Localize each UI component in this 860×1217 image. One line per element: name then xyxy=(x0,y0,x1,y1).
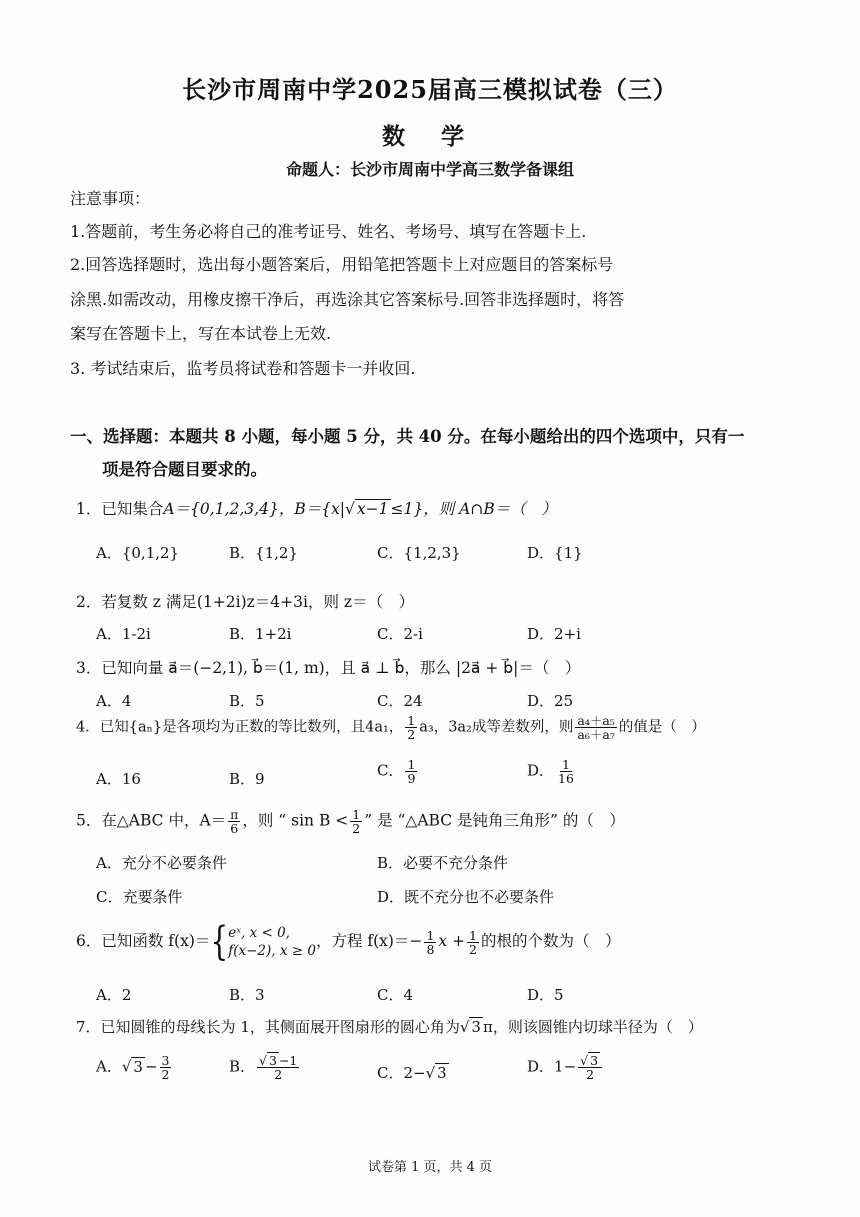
q4-option-c xyxy=(377,758,419,785)
q7-optd-num-sqrt: 3 xyxy=(590,1053,599,1068)
page-footer: 试卷第 1 页，共 4 页 xyxy=(367,1160,493,1175)
sqrt-sign: √ xyxy=(345,500,355,518)
exam-author: 命题人：长沙市周南中学高三数学备课组 xyxy=(285,160,574,179)
q6-mid: ，方程 f(x)＝− xyxy=(315,932,423,951)
q5-pi-den: 6 xyxy=(230,821,239,837)
q7-opta-sqrt: 3 xyxy=(133,1057,143,1076)
exam-subject: 数 学 xyxy=(381,123,478,150)
q1-prefix: 1．已知集合 xyxy=(76,500,164,518)
q4-option-d xyxy=(527,758,578,785)
q3-option-b: B．5 xyxy=(229,692,265,710)
q7-optc-sqrt: 3 xyxy=(437,1064,447,1082)
q5-option-d: D．既不充分也不必要条件 xyxy=(377,888,555,906)
note-item: 1.答题前，考生务必将自己的准考证号、姓名、考场号、填写在答题卡上. xyxy=(70,222,587,241)
q1-option-d: D．{1} xyxy=(527,544,583,562)
question-1 xyxy=(76,497,557,519)
q4-half-den: 2 xyxy=(407,727,416,743)
q5-half-den: 2 xyxy=(352,821,361,837)
q4-optd-den: 16 xyxy=(558,771,574,787)
note-item: 3. 考试结束后，监考员将试卷和答题卡一并收回. xyxy=(70,359,416,378)
q2-option-b: B．1+2i xyxy=(229,625,292,643)
q6-b-num: 1 xyxy=(469,927,477,943)
q7-opta-mid: − xyxy=(144,1057,158,1076)
q6-option-a: A．2 xyxy=(96,986,132,1004)
q4-optc-fraction xyxy=(405,758,417,785)
q6-a-num: 1 xyxy=(426,927,435,943)
q6-pre: 6．已知函数 f(x)＝ xyxy=(76,932,211,951)
q5-half-fraction xyxy=(350,808,362,835)
q4-post: 的值是（ ） xyxy=(618,719,706,736)
q2-option-a: A．1-2i xyxy=(96,625,151,643)
q6-a-den: 8 xyxy=(426,941,435,957)
q5-pi-fraction xyxy=(228,808,240,835)
q4-pre: 4．已知{aₙ}是各项均为正数的等比数列，且4a₁， xyxy=(76,719,404,736)
q5-option-b: B．必要不充分条件 xyxy=(377,854,509,872)
q4-half-num: 1 xyxy=(407,713,416,728)
question-5 xyxy=(76,808,625,835)
q7-post: π，则该圆锥内切球半径为（ ） xyxy=(482,1018,703,1036)
q6-piecewise xyxy=(228,924,316,960)
q2-option-c: C．2-i xyxy=(377,625,423,643)
q7-option-b xyxy=(229,1054,301,1081)
left-brace-icon: { xyxy=(210,918,229,965)
notes-heading: 注意事项： xyxy=(70,189,151,208)
q5-option-c: C．充要条件 xyxy=(96,888,183,906)
q6-mid2: x + xyxy=(438,932,466,951)
q6-b-fraction xyxy=(467,929,479,956)
sqrt-sign: √ xyxy=(121,1057,132,1076)
q2-option-d: D．2+i xyxy=(527,625,581,643)
q6-option-b: B．3 xyxy=(229,986,265,1004)
q4-optc-num: 1 xyxy=(407,757,416,772)
q4-optd-num: 1 xyxy=(562,757,570,772)
question-6 xyxy=(76,918,621,965)
question-7 xyxy=(76,1016,703,1037)
q4-optd-pre: D． xyxy=(527,761,555,780)
exam-title: 长沙市周南中学2025届高三模拟试卷（三） xyxy=(182,75,678,104)
q7-optd-num: √ 3 xyxy=(578,1054,602,1068)
q7-optb-den: 2 xyxy=(274,1067,283,1083)
question-3: 3．已知向量 a⃗＝(−2,1), b⃗＝(1, m)，且 a⃗ ⊥ b⃗，那么 |2a⃗ + b⃗|＝（ ） xyxy=(76,659,581,677)
note-item: 2.回答选择题时，选出每小题答案后，用铅笔把答题卡上对应题目的答案标号 xyxy=(70,255,614,274)
q4-optd-fraction xyxy=(556,758,576,785)
q4-option-b: B．9 xyxy=(229,770,265,788)
sqrt-sign: √ xyxy=(425,1064,436,1082)
q4-optc-den: 9 xyxy=(407,771,416,787)
q7-optb-num: √ 3 −1 xyxy=(259,1053,298,1068)
q7-optd-pre: D．1− xyxy=(527,1057,577,1076)
q6-option-d: D．5 xyxy=(527,986,564,1004)
section-heading: 一、选择题：本题共 8 小题，每小题 5 分，共 40 分。在每小题给出的四个选项中，只有一 xyxy=(70,427,745,446)
q4-ratio-num: a₄＋a₅ xyxy=(577,713,615,728)
q7-optb-num-sqrt: 3 xyxy=(269,1053,277,1068)
q3-option-c: C．24 xyxy=(377,692,423,710)
q5-mid: ，则 “ sin B < xyxy=(242,811,349,830)
q7-opta-den: 2 xyxy=(161,1067,170,1083)
q1-set-b-pre: ，B＝{x| xyxy=(278,500,346,518)
q7-optb-num-post: −1 xyxy=(278,1053,298,1068)
q7-option-c xyxy=(377,1062,449,1083)
q7-optd-fraction xyxy=(578,1054,602,1081)
q5-option-a: A．充分不必要条件 xyxy=(96,854,227,872)
q7-sqrt-arg: 3 xyxy=(471,1018,481,1036)
q4-half-fraction xyxy=(405,714,417,741)
q6-case-2: f(x−2), x ≥ 0 xyxy=(228,943,316,960)
q6-case-1: eˣ, x < 0, xyxy=(228,925,290,941)
q7-option-d xyxy=(527,1054,604,1081)
q1-option-b: B．{1,2} xyxy=(229,544,298,562)
q3-option-a: A．4 xyxy=(96,692,132,710)
q7-optc-pre: C．2− xyxy=(377,1064,426,1082)
q7-opta-fraction xyxy=(160,1054,172,1081)
note-item: 案写在答题卡上，写在本试卷上无效. xyxy=(70,324,332,343)
q1-option-a: A．{0,1,2} xyxy=(96,544,180,562)
q1-set-b-post: ≤1}，则 A∩B＝（ ） xyxy=(390,500,557,518)
q7-optd-den: 2 xyxy=(586,1067,595,1083)
q6-post: 的根的个数为（ ） xyxy=(481,932,621,951)
q4-option-a: A．16 xyxy=(96,770,141,788)
q4-optc-pre: C． xyxy=(377,761,404,780)
q3-option-d: D．25 xyxy=(527,692,574,710)
q1-option-c: C．{1,2,3} xyxy=(377,544,461,562)
q7-pre: 7．已知圆锥的母线长为 1，其侧面展开图扇形的圆心角为 xyxy=(76,1018,460,1036)
q5-half-num: 1 xyxy=(352,807,361,822)
q5-pre: 5．在△ABC 中，A＝ xyxy=(76,811,227,830)
question-4 xyxy=(76,714,706,741)
q5-pi-num: π xyxy=(230,807,239,822)
q4-mid: a₃，3a₂成等差数列，则 xyxy=(419,719,574,736)
q6-b-den: 2 xyxy=(469,941,477,957)
q7-optb-fraction xyxy=(257,1054,299,1081)
q7-opta-pre: A． xyxy=(96,1057,122,1076)
q4-ratio-fraction xyxy=(575,714,616,741)
section-heading-cont: 项是符合题目要求的。 xyxy=(102,460,267,479)
question-2: 2．若复数 z 满足(1+2i)z＝4+3i，则 z＝（ ） xyxy=(76,593,415,611)
q6-option-c: C．4 xyxy=(377,986,414,1004)
q6-a-fraction xyxy=(424,929,436,956)
q1-sqrt-arg: x−1 xyxy=(356,500,389,518)
q5-post: ” 是 “△ABC 是钝角三角形” 的（ ） xyxy=(364,811,625,830)
q7-optb-pre: B． xyxy=(229,1057,256,1076)
sqrt-sign: √ xyxy=(459,1018,470,1036)
note-item: 涂黑.如需改动，用橡皮擦干净后，再选涂其它答案标号.回答非选择题时，将答 xyxy=(70,290,625,309)
q4-ratio-den: a₆＋a₇ xyxy=(577,727,615,743)
q7-option-a xyxy=(96,1054,173,1081)
q7-opta-num: 3 xyxy=(161,1053,170,1068)
q1-set-a: A＝{0,1,2,3,4} xyxy=(163,500,279,518)
